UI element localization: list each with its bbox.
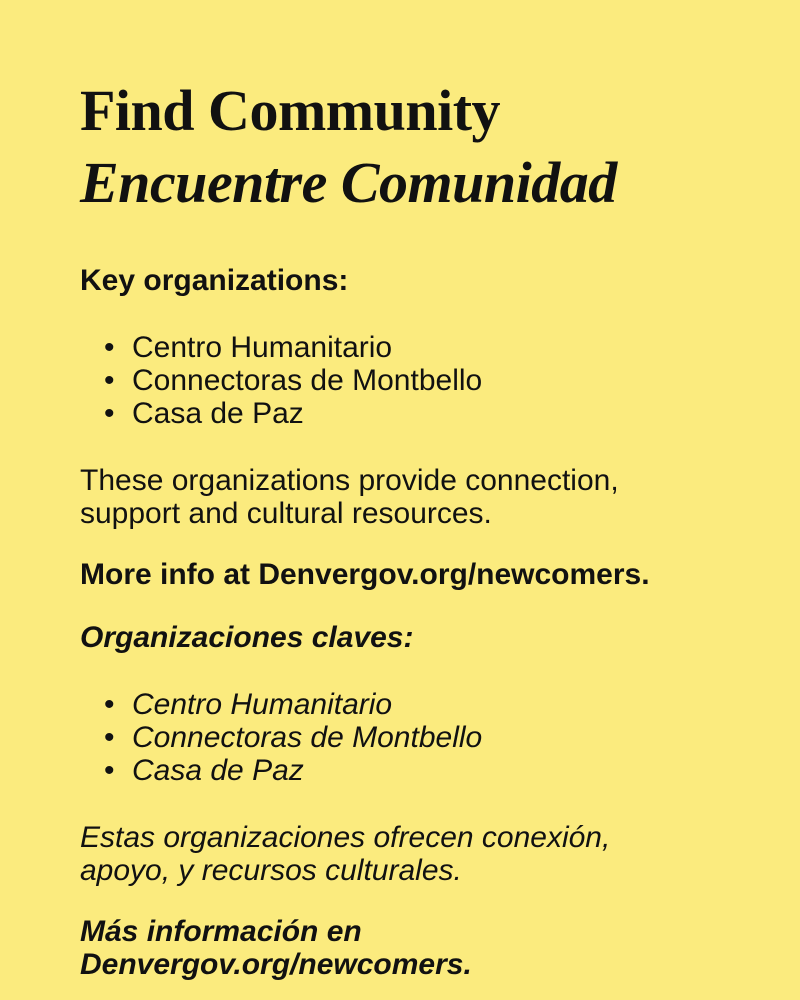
english-description-line1: These organizations provide connection, [80, 464, 619, 497]
spanish-more-info [80, 915, 760, 981]
title-spanish: Encuentre Comunidad [80, 150, 617, 215]
spanish-description-line1: Estas organizaciones ofrecen conexión, [80, 821, 611, 854]
spanish-more-info-line1: Más información en [80, 915, 362, 948]
bullet-icon: • [104, 721, 115, 754]
org-name: Casa de Paz [132, 754, 304, 787]
spanish-description [80, 821, 760, 887]
spanish-section [80, 621, 760, 981]
english-org-list [80, 331, 760, 430]
org-name: Centro Humanitario [132, 688, 393, 721]
org-name: Casa de Paz [132, 397, 304, 430]
list-item [104, 688, 760, 721]
english-heading: Key organizations: [80, 264, 349, 297]
org-name: Connectoras de Montbello [132, 721, 483, 754]
bullet-icon: • [104, 397, 115, 430]
flyer [80, 78, 760, 981]
bullet-icon: • [104, 754, 115, 787]
org-name: Centro Humanitario [132, 331, 393, 364]
english-description [80, 464, 760, 530]
list-item [104, 331, 760, 364]
spanish-more-info-line2: Denvergov.org/newcomers. [80, 948, 472, 981]
english-more-info: More info at Denvergov.org/newcomers. [80, 558, 650, 591]
spanish-heading: Organizaciones claves: [80, 621, 414, 654]
list-item [104, 721, 760, 754]
spanish-description-line2: apoyo, y recursos culturales. [80, 854, 462, 887]
title-english: Find Community [80, 78, 501, 143]
spanish-org-list [80, 688, 760, 787]
bullet-icon: • [104, 331, 115, 364]
list-item [104, 397, 760, 430]
english-description-line2: support and cultural resources. [80, 497, 492, 530]
english-section [80, 264, 760, 591]
org-name: Connectoras de Montbello [132, 364, 483, 397]
list-item [104, 364, 760, 397]
bullet-icon: • [104, 688, 115, 721]
bullet-icon: • [104, 364, 115, 397]
list-item [104, 754, 760, 787]
